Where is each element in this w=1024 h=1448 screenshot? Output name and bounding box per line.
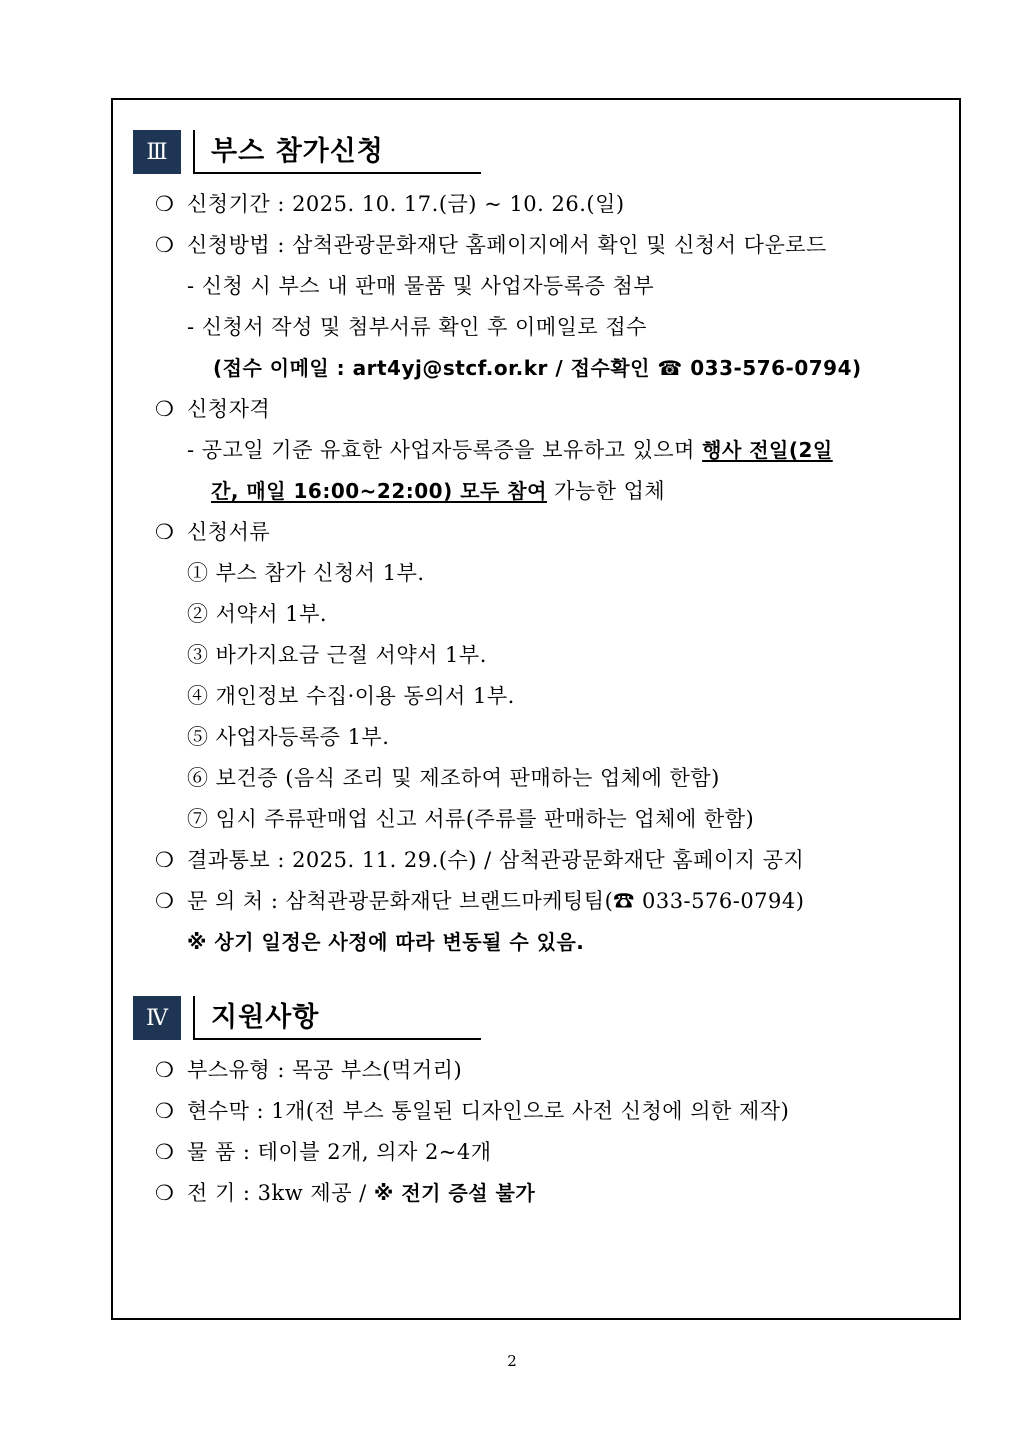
method-sub1: - 신청 시 부스 내 판매 물품 및 사업자등록증 첨부 <box>187 274 655 298</box>
circle-bullet-icon: ❍ <box>155 192 175 216</box>
document-item: ③ 바가지요금 근절 서약서 1부. <box>187 643 487 667</box>
section-4-number: Ⅳ <box>133 996 181 1040</box>
circle-bullet-icon: ❍ <box>155 1140 175 1164</box>
support-item <box>155 1096 789 1126</box>
result-text: 결과통보 : 2025. 11. 29.(수) / 삼척관광문화재단 홈페이지 공지 <box>187 848 805 872</box>
eligibility-emphasis-1: 행사 전일(2일 <box>702 438 833 462</box>
period-line <box>155 189 625 219</box>
method-sub2: - 신청서 작성 및 첨부서류 확인 후 이메일로 접수 <box>187 315 647 339</box>
eligibility-emphasis-2: 간, 매일 16:00~22:00) 모두 참여 <box>211 479 547 503</box>
document-item: ⑥ 보건증 (음식 조리 및 제조하여 판매하는 업체에 한함) <box>187 766 720 790</box>
eligibility-suffix: 가능한 업체 <box>546 479 666 503</box>
circle-bullet-icon: ❍ <box>155 397 175 421</box>
circle-bullet-icon: ❍ <box>155 233 175 257</box>
period-text: 신청기간 : 2025. 10. 17.(금) ~ 10. 26.(일) <box>187 192 625 216</box>
circle-bullet-icon: ❍ <box>155 1058 175 1082</box>
result-line <box>155 845 804 875</box>
method-text: 신청방법 : 삼척관광문화재단 홈페이지에서 확인 및 신청서 다운로드 <box>187 233 827 257</box>
page-number: 2 <box>507 1352 517 1370</box>
method-contact: (접수 이메일 : art4yj@stcf.or.kr / 접수확인 ☎ 033-576-0794) <box>213 356 862 380</box>
section-4-header <box>133 996 481 1040</box>
document-item: ② 서약서 1부. <box>187 602 328 626</box>
eligibility-line <box>155 394 270 424</box>
eligibility-detail-1 <box>187 435 833 465</box>
document-item: ⑦ 임시 주류판매업 신고 서류(주류를 판매하는 업체에 한함) <box>187 807 755 831</box>
header-divider <box>193 130 195 174</box>
method-line <box>155 230 827 260</box>
support-item <box>155 1137 492 1167</box>
document-item: ① 부스 참가 신청서 1부. <box>187 561 425 585</box>
documents-title: 신청서류 <box>187 520 271 544</box>
inquiry-text: 문 의 처 : 삼척관광문화재단 브랜드마케팅팀(☎ 033-576-0794) <box>187 889 805 913</box>
support-item-text: 현수막 : 1개(전 부스 통일된 디자인으로 사전 신청에 의한 제작) <box>187 1099 790 1123</box>
support-item-text: 부스유형 : 목공 부스(먹거리) <box>187 1058 463 1082</box>
support-item-text: 물 품 : 테이블 2개, 의자 2~4개 <box>187 1140 492 1164</box>
circle-bullet-icon: ❍ <box>155 889 175 913</box>
eligibility-title: 신청자격 <box>187 397 271 421</box>
section-4-title: 지원사항 <box>211 1002 320 1033</box>
eligibility-prefix: - 공고일 기준 유효한 사업자등록증을 보유하고 있으며 <box>187 438 703 462</box>
header-underline <box>193 1038 481 1040</box>
schedule-note: ※ 상기 일정은 사정에 따라 변동될 수 있음. <box>187 930 585 954</box>
documents-line <box>155 517 270 547</box>
circle-bullet-icon: ❍ <box>155 848 175 872</box>
circle-bullet-icon: ❍ <box>155 1181 175 1205</box>
document-item: ⑤ 사업자등록증 1부. <box>187 725 390 749</box>
support-item <box>155 1055 462 1085</box>
eligibility-detail-2 <box>211 476 665 506</box>
power-emphasis: ※ 전기 증설 불가 <box>373 1181 536 1205</box>
document-item: ④ 개인정보 수집·이용 동의서 1부. <box>187 684 515 708</box>
section-3-title: 부스 참가신청 <box>211 136 384 167</box>
section-3-header <box>133 130 481 174</box>
power-text: 전 기 : 3kw 제공 / <box>187 1181 374 1205</box>
circle-bullet-icon: ❍ <box>155 1099 175 1123</box>
header-underline <box>193 172 481 174</box>
inquiry-line <box>155 886 804 916</box>
circle-bullet-icon: ❍ <box>155 520 175 544</box>
power-line <box>155 1178 535 1208</box>
section-3-number: Ⅲ <box>133 130 181 174</box>
header-divider <box>193 996 195 1040</box>
